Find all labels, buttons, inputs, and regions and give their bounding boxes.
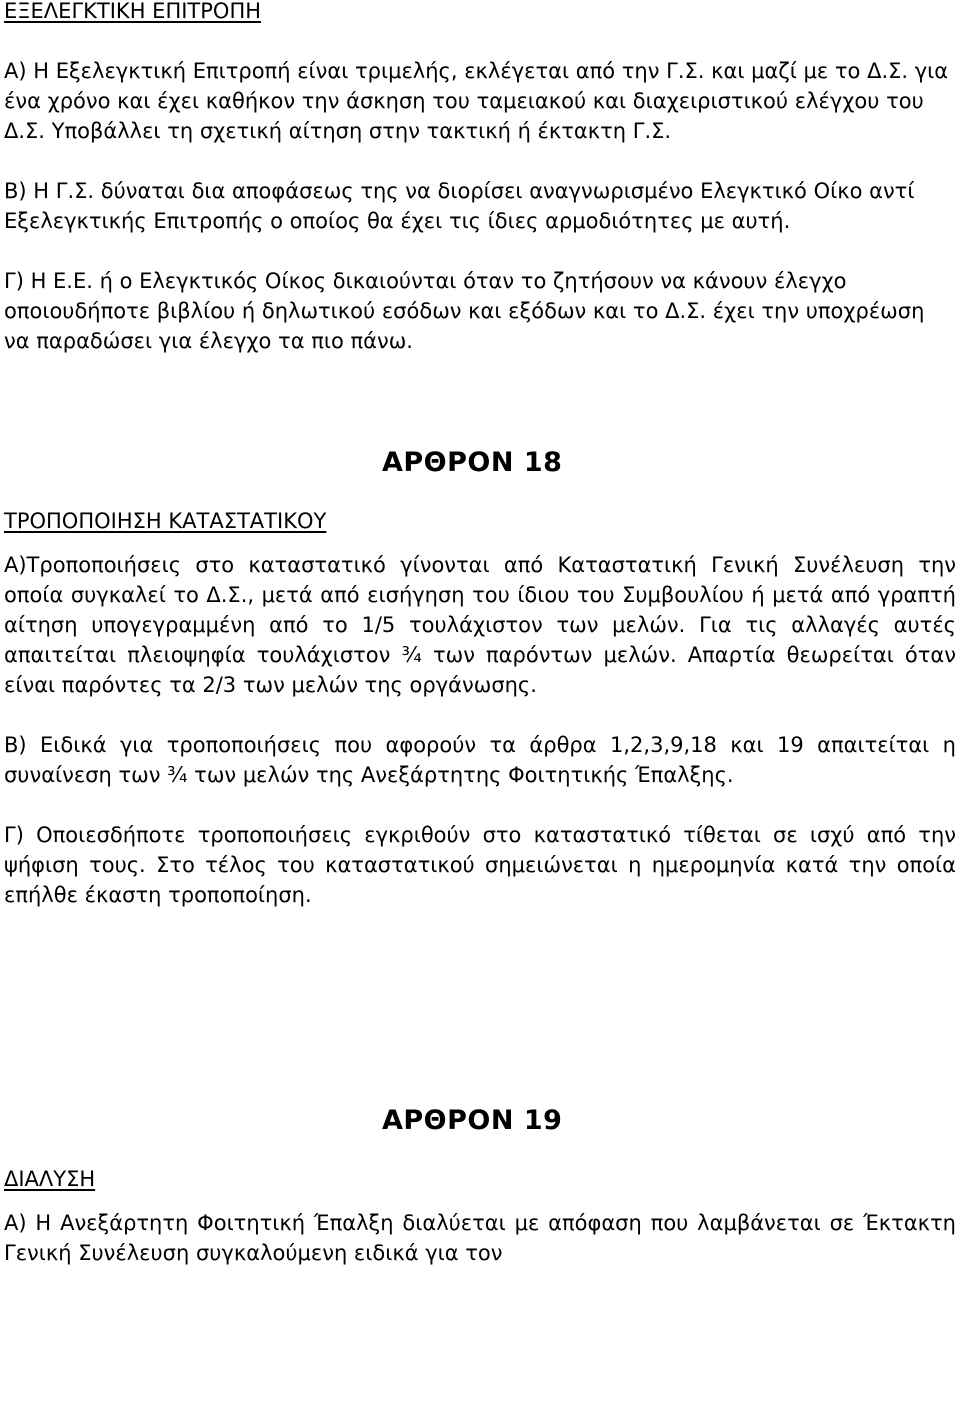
article-19-paragraph-a: Α) Η Ανεξάρτητη Φοιτητική Έπαλξη διαλύεται με απόφαση που λαμβάνεται σε Έκτακτη Γενική Συνέλευση συγκαλούμενη ειδικά για τον: [4, 1211, 956, 1265]
article-title: ΑΡΘΡΟΝ 19: [382, 1105, 563, 1136]
document-page: [4, 0, 956, 1268]
article-18-paragraph-a: Α)Τροποποιήσεις στο καταστατικό γίνονται από Καταστατική Γενική Συνέλευση την οποία συγκαλεί το Δ.Σ., μετά από εισήγηση του ίδιου του Συμβουλίου ή μετά από γραπτή αίτηση υπογεγραμμένη από το 1/5 τουλάχιστον των μελών. Για τις αλλαγές αυτές απαιτείται πλειοψηφία τουλάχιστον ¾ των παρόντων μελών. Απαρτία θεωρείται όταν είναι παρόντες τα 2/3 των μελών της οργάνωσης.: [4, 553, 956, 697]
committee-paragraph-b: Β) Η Γ.Σ. δύναται δια αποφάσεως της να διορίσει αναγνωρισμένο Ελεγκτικό Οίκο αντί Εξελεγκτικής Επιτροπής ο οποίος θα έχει τις ίδιες αρμοδιότητες με αυτή.: [4, 179, 915, 233]
article-title: ΑΡΘΡΟΝ 18: [382, 447, 563, 478]
section-title: ΔΙΑΛΥΣΗ: [4, 1167, 96, 1191]
article-18-heading: [4, 448, 956, 548]
article-18-paragraph-c: Γ) Οποιεσδήποτε τροποποιήσεις εγκριθούν στο καταστατικό τίθεται σε ισχύ από την ψήφιση τους. Στο τέλος του καταστατικού σημειώνεται η ημερομηνία κατά την οποία επήλθε έκαστη τροποποίηση.: [4, 823, 956, 907]
article-19-heading: [4, 1106, 956, 1206]
section-title: ΤΡΟΠΟΠΟΙΗΣΗ ΚΑΤΑΣΤΑΤΙΚΟΥ: [4, 509, 327, 533]
committee-heading: ΕΞΕΛΕΓΚΤΙΚΗ ΕΠΙΤΡΟΠΗ: [4, 0, 262, 23]
committee-paragraph-c: Γ) Η Ε.Ε. ή ο Ελεγκτικός Οίκος δικαιούνται όταν το ζητήσουν να κάνουν έλεγχο οποιουδήποτε βιβλίου ή δηλωτικού εσόδων και εξόδων και το Δ.Σ. έχει την υποχρέωση να παραδώσει για έλεγχο τα πιο πάνω.: [4, 269, 925, 353]
article-18-paragraph-b: Β) Ειδικά για τροποποιήσεις που αφορούν τα άρθρα 1,2,3,9,18 και 19 απαιτείται η συναίνεση των ¾ των μελών της Ανεξάρτητης Φοιτητικής Έπαλξης.: [4, 733, 956, 787]
committee-paragraph-a: Α) Η Εξελεγκτική Επιτροπή είναι τριμελής, εκλέγεται από την Γ.Σ. και μαζί με το Δ.Σ. για ένα χρόνο και έχει καθήκον την άσκηση του ταμειακού και διαχειριστικού ελέγχου του Δ.Σ. Υποβάλλει τη σχετική αίτηση στην τακτική ή έκτακτη Γ.Σ.: [4, 59, 949, 143]
